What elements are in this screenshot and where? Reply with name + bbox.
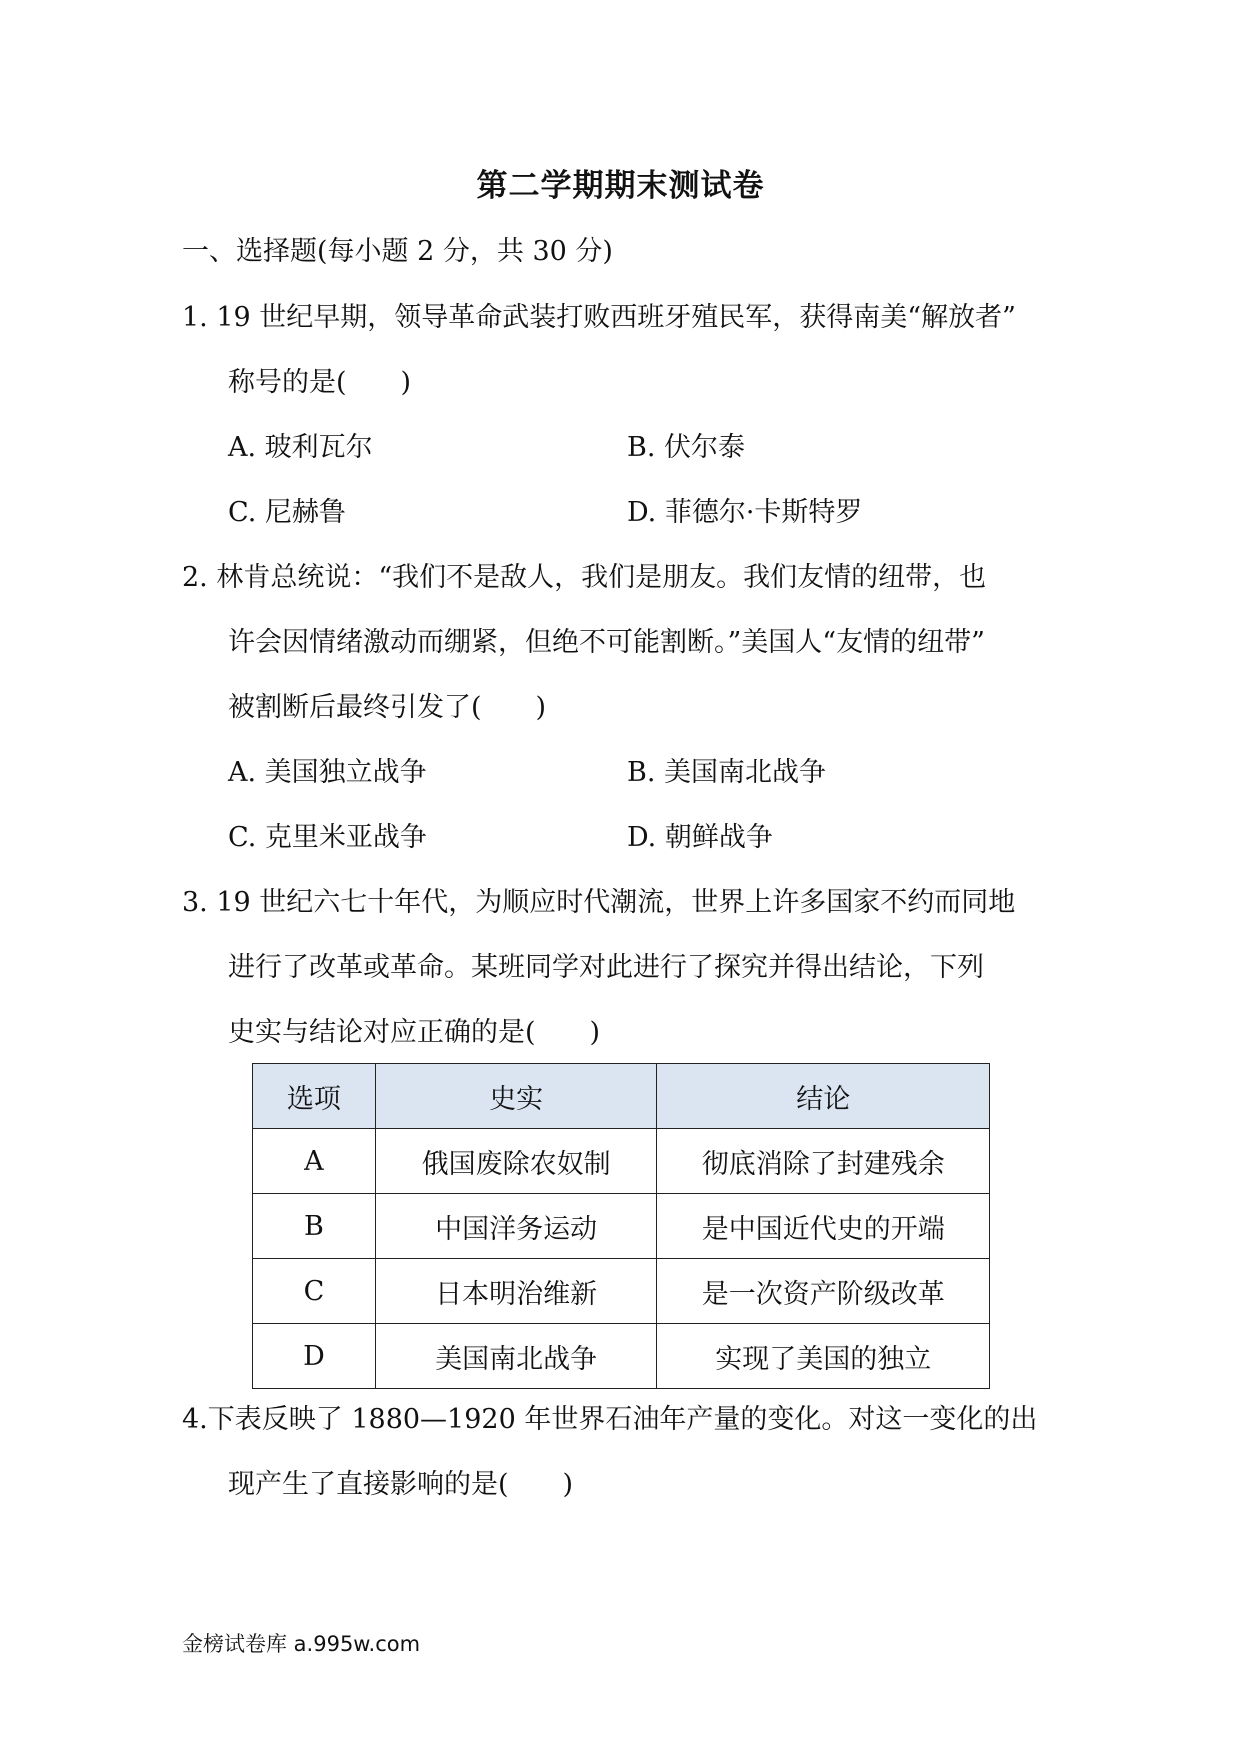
table-cell-fact: 美国南北战争: [375, 1324, 657, 1389]
table-header-row: [253, 1064, 990, 1129]
table-row: [253, 1324, 990, 1389]
table-cell-fact: 俄国废除农奴制: [375, 1129, 657, 1194]
question-1-option-c: C. 尼赫鲁: [228, 497, 346, 528]
table-cell-conclusion: 实现了美国的独立: [657, 1324, 990, 1389]
question-1-text-cont: 称号的是( ): [228, 367, 412, 398]
question-3-text-cont-2: 史实与结论对应正确的是( ): [228, 1017, 601, 1048]
table-row: [253, 1259, 990, 1324]
table-header-fact: 史实: [375, 1064, 657, 1129]
table-cell-fact: 日本明治维新: [375, 1259, 657, 1324]
question-4-text: 4.下表反映了 1880—1920 年世界石油年产量的变化。对这一变化的出: [182, 1404, 1038, 1435]
table-row: [253, 1129, 990, 1194]
question-3-text: 3. 19 世纪六七十年代，为顺应时代潮流，世界上许多国家不约而同地: [182, 887, 1016, 918]
question-2-text-cont: 许会因情绪激动而绷紧，但绝不可能割断。”美国人“友情的纽带”: [228, 627, 985, 658]
table-cell-conclusion: 是中国近代史的开端: [657, 1194, 990, 1259]
question-4-text-cont: 现产生了直接影响的是( ): [228, 1469, 574, 1500]
question-2-option-d: D. 朝鲜战争: [627, 822, 773, 853]
question-3-table: [252, 1063, 990, 1389]
table-cell-fact: 中国洋务运动: [375, 1194, 657, 1259]
table-header-option: 选项: [253, 1064, 376, 1129]
question-2-text: 2. 林肯总统说：“我们不是敌人，我们是朋友。我们友情的纽带，也: [182, 562, 987, 593]
footer-watermark: 金榜试卷库 a.995w.com: [182, 1632, 421, 1656]
question-1-option-d: D. 菲德尔·卡斯特罗: [627, 497, 863, 528]
question-1-option-b: B. 伏尔泰: [627, 432, 746, 463]
page-title: 第二学期期末测试卷: [476, 168, 765, 204]
table-header-conclusion: 结论: [657, 1064, 990, 1129]
table-cell-conclusion: 彻底消除了封建残余: [657, 1129, 990, 1194]
question-2-option-a: A. 美国独立战争: [228, 757, 427, 788]
table-cell-option: B: [253, 1194, 376, 1259]
table-cell-conclusion: 是一次资产阶级改革: [657, 1259, 990, 1324]
question-2-option-b: B. 美国南北战争: [627, 757, 827, 788]
table-row: [253, 1194, 990, 1259]
question-2-text-cont-2: 被割断后最终引发了( ): [228, 692, 547, 723]
table-cell-option: A: [253, 1129, 376, 1194]
table-cell-option: D: [253, 1324, 376, 1389]
section-heading: 一、选择题(每小题 2 分，共 30 分): [182, 236, 613, 267]
question-3-text-cont: 进行了改革或革命。某班同学对此进行了探究并得出结论，下列: [228, 952, 984, 983]
question-1-option-a: A. 玻利瓦尔: [228, 432, 373, 463]
table-cell-option: C: [253, 1259, 376, 1324]
question-1-text: 1. 19 世纪早期，领导革命武装打败西班牙殖民军，获得南美“解放者”: [182, 302, 1016, 333]
question-2-option-c: C. 克里米亚战争: [228, 822, 427, 853]
